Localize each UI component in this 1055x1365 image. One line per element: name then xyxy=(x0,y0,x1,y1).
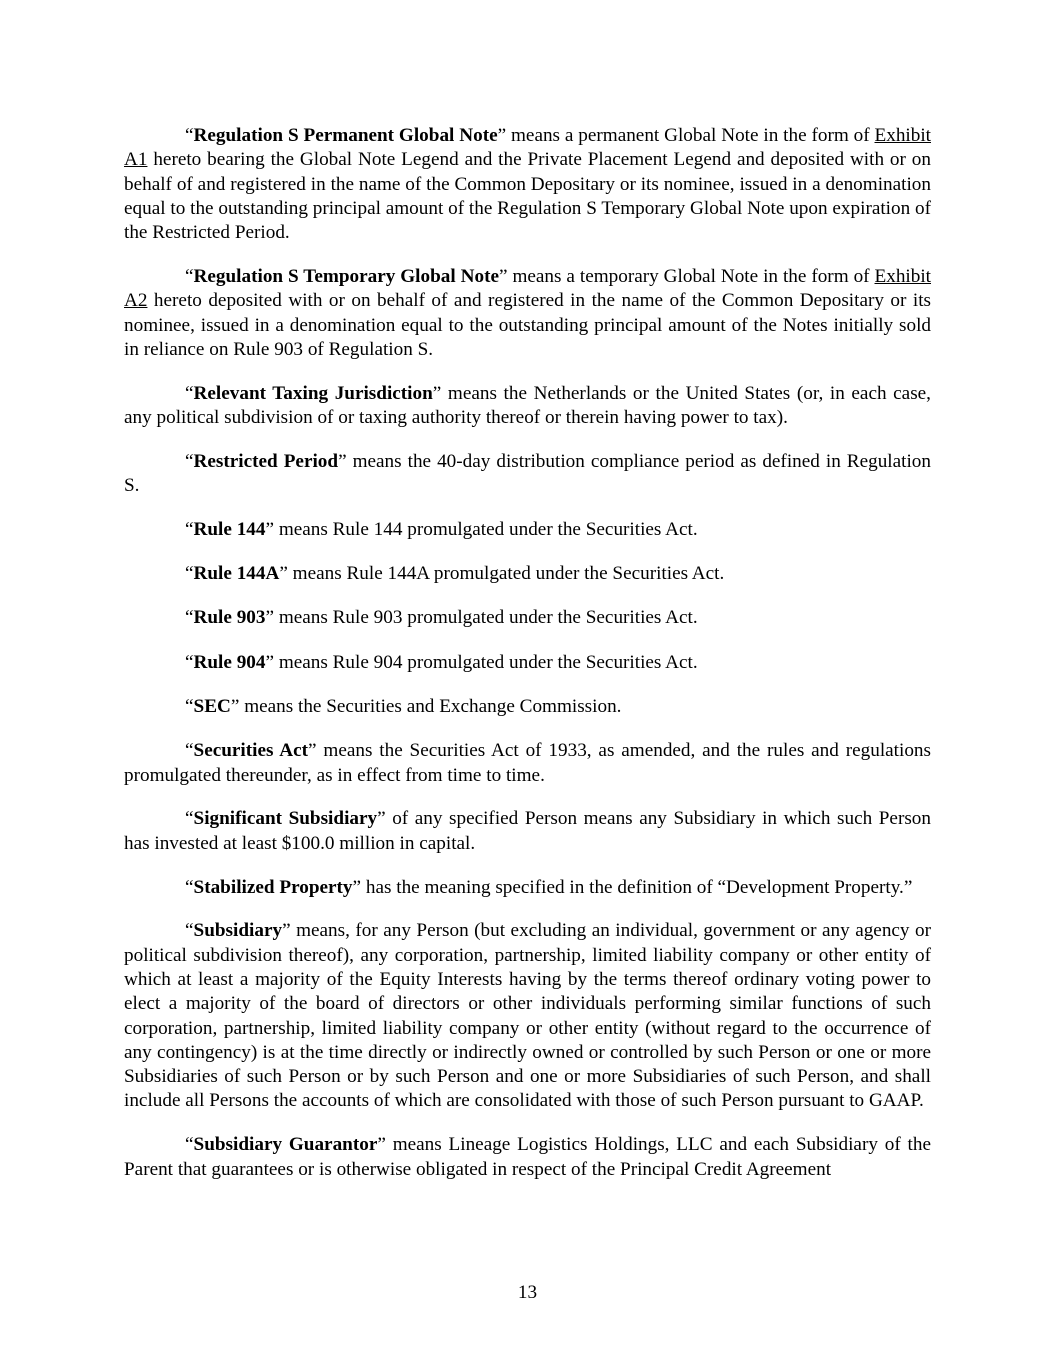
exhibit-a2-reference: Exhibit A2 xyxy=(124,265,931,312)
definition-rule-903: “Rule 903” means Rule 903 promulgated under the Securities Act. xyxy=(185,607,698,629)
defined-term: SEC xyxy=(193,696,231,718)
page-number: 13 xyxy=(517,1282,538,1303)
definition-sec: “SEC” means the Securities and Exchange Commission. xyxy=(185,696,622,718)
exhibit-a1-reference: Exhibit A1 xyxy=(124,125,931,171)
definition-text: hereto bearing the Global Note Legend and the Private Placement Legend and deposited with or on behalf of and registered in the name of the Common Depositary or its nominee, issued in a denomination equal to the outstanding principal amount of the Regulation S Temporary Global Note upon expiration of the Restricted Period. xyxy=(124,149,931,244)
definition-text: of any specified Person means any Subsidiary in which such Person has invested at least $100.0 million in capital. xyxy=(124,808,931,854)
definition-text: means the 40-day distribution compliance period as defined in Regulation S. xyxy=(124,450,931,497)
definition-stabilized-property: “Stabilized Property” has the meaning specified in the definition of “Development Property.” xyxy=(185,876,913,898)
defined-term: Regulation S Temporary Global Note xyxy=(193,265,499,287)
definition-securities-act: “Securities Act” means the Securities Act of 1933, as amended, and the rules and regulations promulgated thereunder, as in effect from time to time. xyxy=(124,740,931,786)
definition-rule-904: “Rule 904” means Rule 904 promulgated under the Securities Act. xyxy=(185,651,698,673)
defined-term: Rule 903 xyxy=(193,607,266,629)
definitions-section xyxy=(124,124,931,1201)
definition-significant-subsidiary: “Significant Subsidiary” of any specified Person means any Subsidiary in which such Person has invested at least $100.0 million in capital. xyxy=(124,808,931,854)
definition-restricted-period: “Restricted Period” means the 40-day distribution compliance period as defined in Regulation S. xyxy=(124,450,931,497)
definition-text: means Lineage Logistics Holdings, LLC and each Subsidiary of the Parent that guarantees or is otherwise obligated in respect of the Principal Credit Agreement xyxy=(124,1134,931,1180)
definition-rule-144: “Rule 144” means Rule 144 promulgated under the Securities Act. xyxy=(185,518,698,540)
defined-term: Stabilized Property xyxy=(193,876,353,898)
definition-text: means Rule 144A promulgated under the Securities Act. xyxy=(287,563,725,585)
defined-term: Subsidiary xyxy=(193,920,283,942)
defined-term: Significant Subsidiary xyxy=(193,808,378,830)
definition-text: means Rule 903 promulgated under the Securities Act. xyxy=(274,607,698,629)
definition-text: means a temporary Global Note in the form of xyxy=(507,265,875,287)
definition-subsidiary-guarantor: “Subsidiary Guarantor” means Lineage Logistics Holdings, LLC and each Subsidiary of the Parent that guarantees or is otherwise obligated in respect of the Principal Credit Agreement xyxy=(124,1134,931,1180)
defined-term: Restricted Period xyxy=(193,450,339,472)
definition-rule-144a: “Rule 144A” means Rule 144A promulgated under the Securities Act. xyxy=(185,563,725,585)
defined-term: Regulation S Permanent Global Note xyxy=(193,125,498,146)
definition-regulation-s-temporary-global-note: “Regulation S Temporary Global Note” means a temporary Global Note in the form of Exhibit A2 hereto deposited with or on behalf of and registered in the name of the Common Depositary or its nominee, issued in a denomination equal to the outstanding principal amount of the Notes initially sold in reliance on Rule 903 of Regulation S. xyxy=(124,265,931,360)
defined-term: Subsidiary Guarantor xyxy=(193,1134,378,1156)
definition-text: means Rule 904 promulgated under the Securities Act. xyxy=(274,651,698,673)
definition-text: means a permanent Global Note in the form of xyxy=(506,125,875,146)
definition-text: means the Netherlands or the United States (or, in each case, any political subdivision of or taxing authority thereof or therein having power to tax). xyxy=(124,382,931,428)
definition-text: has the meaning specified in the definition of “Development Property.” xyxy=(361,876,913,898)
definition-regulation-s-permanent-global-note: “Regulation S Permanent Global Note” means a permanent Global Note in the form of Exhibit A1 hereto bearing the Global Note Legend and the Private Placement Legend and deposited with or on behalf of and registered in the name of the Common Depositary or its nominee, issued in a denomination equal to the outstanding principal amount of the Regulation S Temporary Global Note upon expiration of the Restricted Period. xyxy=(124,125,931,244)
definition-text: means, for any Person (but excluding an individual, government or any agency or political subdivision thereof), any corporation, partnership, limited liability company or other entity of which at least a majority of the Equity Interests having by the terms thereof ordinary voting power to elect a majority of the board of directors or other individuals performing similar functions of such corporation, partnership, limited liability company or other entity (without regard to the occurrence of any contingency) is at the time directly or indirectly owned or controlled by such Person or one or more Subsidiaries of such Person or by such Person and one or more Subsidiaries of such Person, and shall include all Persons the accounts of which are consolidated with those of such Person pursuant to GAAP. xyxy=(124,920,931,1112)
definition-relevant-taxing-jurisdiction: “Relevant Taxing Jurisdiction” means the Netherlands or the United States (or, in each case, any political subdivision of or taxing authority thereof or therein having power to tax). xyxy=(124,382,931,428)
definition-text: means the Securities and Exchange Commission. xyxy=(239,696,622,718)
defined-term: Rule 144 xyxy=(193,518,266,540)
defined-term: Securities Act xyxy=(193,740,309,762)
definition-subsidiary: “Subsidiary” means, for any Person (but excluding an individual, government or any agency or political subdivision thereof), any corporation, partnership, limited liability company or other entity of which at least a majority of the Equity Interests having by the terms thereof ordinary voting power to elect a majority of the board of directors or other individuals performing similar functions of such corporation, partnership, limited liability company or other entity (without regard to the occurrence of any contingency) is at the time directly or indirectly owned or controlled by such Person or one or more Subsidiaries of such Person or by such Person and one or more Subsidiaries of such Person, and shall include all Persons the accounts of which are consolidated with those of such Person pursuant to GAAP. xyxy=(124,920,931,1112)
defined-term: Relevant Taxing Jurisdiction xyxy=(193,382,433,404)
defined-term: Rule 904 xyxy=(193,651,266,673)
definition-text: hereto deposited with or on behalf of and registered in the name of the Common Depositary or its nominee, issued in a denomination equal to the outstanding principal amount of the Notes initially sold in reliance on Rule 903 of Regulation S. xyxy=(124,290,931,360)
definition-text: means Rule 144 promulgated under the Securities Act. xyxy=(274,518,698,540)
definition-text: means the Securities Act of 1933, as amended, and the rules and regulations promulgated thereunder, as in effect from time to time. xyxy=(124,740,931,786)
defined-term: Rule 144A xyxy=(193,563,280,585)
